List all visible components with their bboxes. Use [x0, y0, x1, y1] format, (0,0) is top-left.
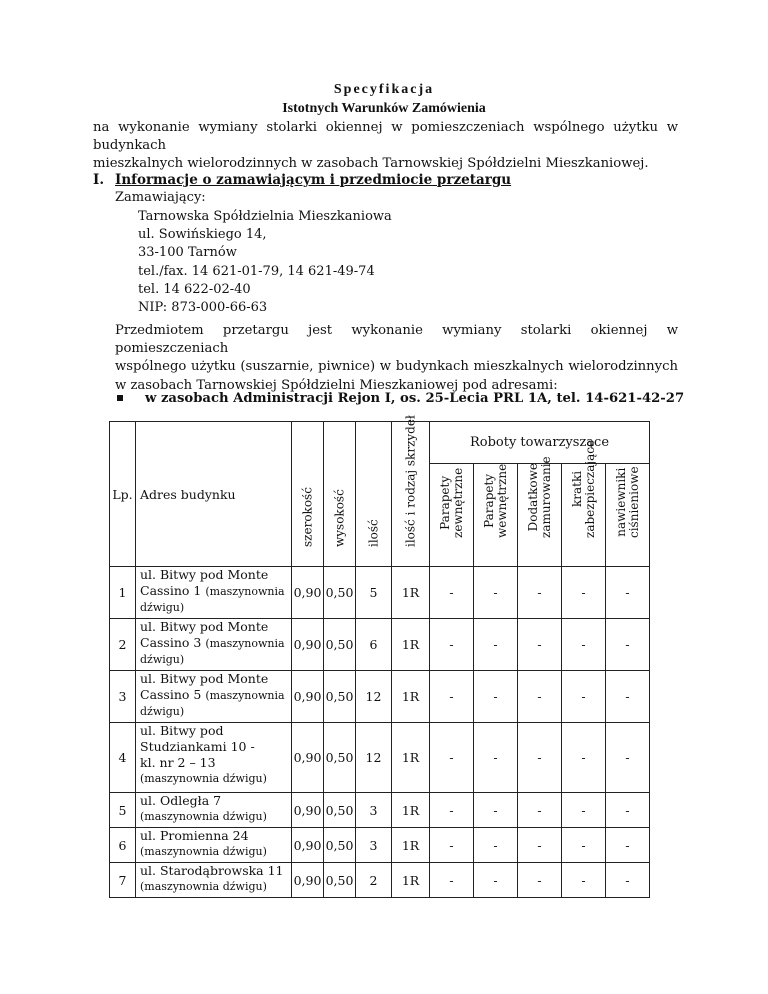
header-height-cell — [324, 422, 356, 567]
address-line-text: Cassino 5 — [140, 687, 202, 702]
row-b: - — [474, 567, 518, 619]
header-qty: ilość — [366, 519, 380, 547]
header-width: szerokość — [300, 487, 314, 547]
row-a: - — [430, 793, 474, 828]
row-lp: 1 — [110, 567, 136, 619]
row-a: - — [430, 619, 474, 671]
table-row — [110, 723, 650, 793]
row-lp: 3 — [110, 671, 136, 723]
row-width: 0,90 — [292, 863, 324, 898]
row-height: 0,50 — [324, 828, 356, 863]
row-sash: 1R — [392, 828, 430, 863]
row-height: 0,50 — [324, 619, 356, 671]
address-note: (maszynownia dźwigu) — [140, 772, 267, 785]
address-line — [140, 863, 291, 879]
row-address — [136, 863, 292, 898]
row-sash: 1R — [392, 723, 430, 793]
document-title: Specyfikacja — [333, 82, 435, 97]
row-height: 0,50 — [324, 671, 356, 723]
row-d: - — [562, 567, 606, 619]
document-subtitle: Istotnych Warunków Zamówienia — [282, 101, 486, 116]
row-b: - — [474, 619, 518, 671]
row-address — [136, 793, 292, 828]
address-line-text: ul. Bitwy pod Monte — [140, 619, 269, 634]
address-line — [140, 793, 291, 809]
row-e: - — [606, 828, 650, 863]
address-line-text: Cassino 1 — [140, 583, 202, 598]
header-lp: Lp. — [110, 422, 136, 567]
row-sash: 1R — [392, 567, 430, 619]
row-sash: 1R — [392, 863, 430, 898]
header-vents-2: ciśnieniowe — [626, 466, 641, 538]
row-address — [136, 619, 292, 671]
row-height: 0,50 — [324, 723, 356, 793]
address-line-text: ul. Bitwy pod Monte — [140, 567, 269, 582]
row-width: 0,90 — [292, 723, 324, 793]
row-qty: 12 — [356, 723, 392, 793]
header-sashes-cell — [392, 415, 430, 567]
row-qty: 12 — [356, 671, 392, 723]
row-height: 0,50 — [324, 793, 356, 828]
row-address — [136, 723, 292, 793]
address-line — [140, 619, 291, 635]
row-d: - — [562, 793, 606, 828]
row-lp: 7 — [110, 863, 136, 898]
row-b: - — [474, 723, 518, 793]
windows-table — [109, 415, 650, 898]
row-qty: 6 — [356, 619, 392, 671]
admin-region-heading: w zasobach Administracji Rejon I, os. 25-Lecia PRL 1A, tel. 14-621-42-27 — [145, 391, 685, 406]
row-e: - — [606, 671, 650, 723]
row-c: - — [518, 723, 562, 793]
row-a: - — [430, 828, 474, 863]
row-lp: 6 — [110, 828, 136, 863]
intro-text — [93, 119, 678, 173]
row-lp: 2 — [110, 619, 136, 671]
row-width: 0,90 — [292, 793, 324, 828]
table-row — [110, 793, 650, 828]
table-row — [110, 567, 650, 619]
client-line: ul. Sowińskiego 14, — [138, 227, 267, 243]
table-row — [110, 863, 650, 898]
row-c: - — [518, 671, 562, 723]
row-address — [136, 828, 292, 863]
row-c: - — [518, 619, 562, 671]
row-width: 0,90 — [292, 619, 324, 671]
header-ext-sill-2: zewnętrzne — [450, 467, 465, 538]
address-line — [140, 671, 291, 687]
header-height: wysokość — [332, 489, 346, 547]
address-line — [140, 635, 291, 652]
header-int-sill-cell — [474, 464, 518, 567]
address-note: (maszynownia dźwigu) — [140, 880, 267, 893]
row-qty: 2 — [356, 863, 392, 898]
header-grates-1: kratki — [569, 470, 584, 507]
table-row — [110, 671, 650, 723]
row-e: - — [606, 723, 650, 793]
row-e: - — [606, 619, 650, 671]
address-line — [140, 723, 291, 739]
section-number: I. — [93, 172, 105, 188]
address-note: dźwigu) — [140, 601, 185, 614]
row-qty: 3 — [356, 828, 392, 863]
row-height: 0,50 — [324, 863, 356, 898]
address-line — [140, 828, 291, 844]
address-line-text: ul. Odległa 7 — [140, 793, 222, 808]
address-line — [140, 739, 291, 755]
header-int-sill-2: wewnętrzne — [494, 463, 509, 538]
row-d: - — [562, 863, 606, 898]
row-a: - — [430, 567, 474, 619]
client-address — [138, 208, 392, 317]
paragraph-line: wspólnego użytku (suszarnie, piwnice) w budynkach mieszkalnych wielorodzinnych — [115, 359, 678, 375]
address-line-text: Studziankami 10 - — [140, 739, 255, 754]
row-lp: 4 — [110, 723, 136, 793]
client-label: Zamawiający: — [115, 190, 206, 205]
client-line: tel./fax. 14 621-01-79, 14 621-49-74 — [138, 263, 375, 279]
header-grates-2: zabezpieczające — [582, 439, 597, 538]
address-note: dźwigu) — [140, 653, 185, 666]
row-b: - — [474, 793, 518, 828]
row-b: - — [474, 671, 518, 723]
row-width: 0,90 — [292, 567, 324, 619]
client-line: 33-100 Tarnów — [138, 245, 237, 261]
row-sash: 1R — [392, 671, 430, 723]
row-a: - — [430, 723, 474, 793]
row-address — [136, 567, 292, 619]
row-height: 0,50 — [324, 567, 356, 619]
row-lp: 5 — [110, 793, 136, 828]
address-line-text: ul. Promienna 24 — [140, 828, 249, 843]
row-qty: 5 — [356, 567, 392, 619]
table-row — [110, 619, 650, 671]
address-line-text: ul. Bitwy pod Monte — [140, 671, 269, 686]
header-extra-cell — [518, 456, 562, 567]
address-note: dźwigu) — [140, 705, 185, 718]
subject-paragraph — [115, 322, 678, 395]
address-note: (maszynownia — [205, 689, 285, 702]
address-line — [140, 755, 291, 771]
row-c: - — [518, 567, 562, 619]
address-line-text: ul. Bitwy pod — [140, 723, 224, 738]
address-line — [140, 583, 291, 600]
address-line-text: kl. nr 2 – 13 — [140, 755, 216, 770]
header-extra-2: zamurowanie — [538, 456, 553, 538]
header-ext-sill-1: Parapety — [437, 475, 452, 530]
table-row — [110, 828, 650, 863]
header-address: Adres budynku — [136, 422, 292, 567]
address-note: (maszynownia — [205, 585, 285, 598]
row-c: - — [518, 828, 562, 863]
header-int-sill-1: Parapety — [481, 473, 496, 528]
header-vents-1: nawiewniki — [613, 467, 628, 537]
section-title: Informacje o zamawiającym i przedmiocie przetargu — [115, 172, 512, 188]
header-qty-cell — [356, 422, 392, 567]
address-note: (maszynownia — [205, 637, 285, 650]
row-c: - — [518, 793, 562, 828]
row-sash: 1R — [392, 793, 430, 828]
row-e: - — [606, 567, 650, 619]
row-c: - — [518, 863, 562, 898]
row-address — [136, 671, 292, 723]
header-width-cell — [292, 422, 324, 567]
row-b: - — [474, 863, 518, 898]
row-d: - — [562, 723, 606, 793]
row-d: - — [562, 619, 606, 671]
row-b: - — [474, 828, 518, 863]
intro-line-2: mieszkalnych wielorodzinnych w zasobach Tarnowskiej Spółdzielni Mieszkaniowej. — [93, 156, 649, 171]
paragraph-line: Przedmiotem przetargu jest wykonanie wymiany stolarki okiennej w pomieszczeniach — [115, 323, 678, 357]
address-line-text: Cassino 3 — [140, 635, 202, 650]
address-line-text: ul. Starodąbrowska 11 — [140, 863, 284, 878]
address-note: (maszynownia dźwigu) — [140, 810, 267, 823]
row-a: - — [430, 671, 474, 723]
paragraph-line: w zasobach Tarnowskiej Spółdzielni Mieszkaniowej pod adresami: — [115, 377, 558, 393]
row-a: - — [430, 863, 474, 898]
row-qty: 3 — [356, 793, 392, 828]
row-d: - — [562, 828, 606, 863]
row-e: - — [606, 863, 650, 898]
row-e: - — [606, 793, 650, 828]
square-bullet-icon — [117, 395, 123, 401]
address-note: (maszynownia dźwigu) — [140, 845, 267, 858]
intro-line-1: na wykonanie wymiany stolarki okiennej w pomieszczeniach wspólnego użytku w budynkach — [93, 120, 678, 153]
client-line: tel. 14 622-02-40 — [138, 281, 251, 297]
header-grates-cell — [562, 439, 606, 567]
row-width: 0,90 — [292, 671, 324, 723]
table-body — [110, 567, 650, 898]
address-line — [140, 687, 291, 704]
address-line — [140, 567, 291, 583]
header-ext-sill-cell — [430, 464, 474, 567]
row-d: - — [562, 671, 606, 723]
header-sashes: ilość i rodzaj skrzydeł — [403, 415, 417, 547]
row-sash: 1R — [392, 619, 430, 671]
header-extra-1: Dodatkowe — [525, 463, 540, 532]
header-vents-cell — [606, 464, 650, 567]
client-line: Tarnowska Spółdzielnia Mieszkaniowa — [138, 209, 392, 224]
client-line: NIP: 873-000-66-63 — [138, 300, 268, 316]
header-works: Roboty towarzyszące — [430, 422, 650, 464]
row-width: 0,90 — [292, 828, 324, 863]
